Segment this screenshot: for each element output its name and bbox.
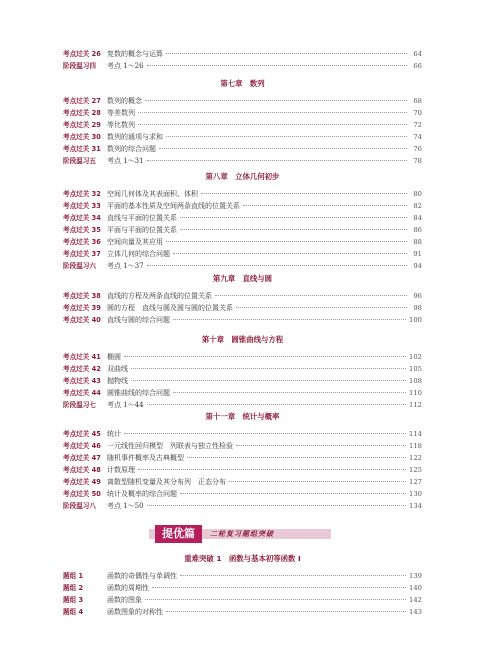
entry-tag: 考点过关 42 (63, 365, 101, 373)
entry-title: 统计 (107, 430, 121, 438)
entry-title: 函数的图象 (107, 596, 142, 604)
entry-page-number: 142 (409, 596, 422, 604)
chapter-heading: 第十章 圆锥曲线与方程 (201, 335, 284, 344)
toc-entry[interactable] (63, 224, 422, 236)
entry-title: 统计及概率的综合问题 (107, 490, 177, 498)
dot-leader (147, 265, 407, 266)
dot-leader (152, 587, 406, 588)
entry-page-number: 64 (413, 50, 422, 58)
dot-leader (159, 148, 407, 149)
entry-title: 函数的周期性 (107, 584, 149, 592)
toc-entry[interactable] (63, 248, 422, 260)
dot-leader (229, 481, 406, 482)
toc-entry[interactable] (63, 464, 422, 476)
entry-title: 直线的方程及两条直线的位置关系 (107, 292, 212, 300)
entry-tag: 考点过关 35 (63, 226, 101, 234)
dot-leader (145, 599, 406, 600)
toc-entry[interactable] (63, 440, 422, 452)
entry-page-number: 139 (409, 572, 422, 580)
entry-tag: 考点过关 46 (63, 442, 101, 450)
entry-title: 数列的综合问题 (107, 145, 156, 153)
banner-subtitle: 二轮复习题组突破 (210, 529, 274, 538)
entry-page-number: 94 (413, 262, 422, 270)
dot-leader (236, 307, 407, 308)
entry-title: 等差数列 (107, 109, 135, 117)
entry-tag: 阶段温习七 (63, 401, 96, 409)
toc-entry[interactable] (63, 119, 422, 131)
entry-tag: 考点过关 26 (63, 50, 101, 58)
dot-leader (145, 100, 407, 101)
dot-leader (138, 112, 407, 113)
toc-entry[interactable] (63, 314, 422, 326)
entry-title: 函数的奇偶性与单调性 (107, 572, 177, 580)
entry-tag: 阶段温习五 (63, 157, 96, 165)
dot-leader (166, 241, 407, 242)
dot-leader (166, 136, 407, 137)
toc-entry[interactable] (63, 143, 422, 155)
entry-title: 考点 1～31 (107, 157, 144, 165)
chapter-heading: 重难突破 1 函数与基本初等函数 I (184, 554, 301, 563)
entry-title: 平面的基本性质及空间两条直线的位置关系 (107, 202, 240, 210)
dot-leader (124, 433, 406, 434)
toc-chapter-9 (63, 273, 422, 326)
dot-leader (173, 253, 407, 254)
toc-entry[interactable] (63, 570, 422, 582)
entry-tag: 考点过关 30 (63, 133, 101, 141)
entry-page-number: 122 (409, 454, 422, 462)
entry-page-number: 100 (409, 316, 422, 324)
entry-title: 直线与平面的位置关系 (107, 214, 177, 222)
entry-page-number: 134 (409, 502, 422, 510)
toc-chapter-10 (63, 334, 422, 411)
dot-leader (180, 229, 407, 230)
banner-title: 提优篇 (155, 525, 202, 543)
dot-leader (147, 505, 406, 506)
chapter-heading: 第八章 立体几何初步 (205, 172, 280, 181)
dot-leader (138, 124, 407, 125)
entry-title: 考点 1～37 (107, 262, 144, 270)
entry-page-number: 78 (413, 157, 422, 165)
dot-leader (243, 205, 407, 206)
entry-page-number: 72 (413, 121, 422, 129)
entry-title: 离散型随机变量及其分布列 正态分布 (107, 478, 226, 486)
entry-tag: 考点过关 50 (63, 490, 101, 498)
toc-entry[interactable] (63, 363, 422, 375)
toc-entry[interactable] (63, 188, 422, 200)
dot-leader (187, 457, 406, 458)
toc-chapter-8 (63, 171, 422, 272)
toc-entry[interactable] (63, 260, 422, 272)
toc-entry[interactable] (63, 375, 422, 387)
entry-title: 空间几何体及其表面积、体积 (107, 190, 198, 198)
entry-title: 函数图象的对称性 (107, 608, 163, 616)
entry-tag: 阶段温习四 (63, 62, 96, 70)
entry-tag: 考点过关 43 (63, 377, 101, 385)
dot-leader (147, 404, 406, 405)
entry-tag: 考点过关 38 (63, 292, 101, 300)
entry-title: 考点 1～44 (107, 401, 144, 409)
entry-page-number: 108 (409, 377, 422, 385)
entry-tag: 阶段温习六 (63, 262, 96, 270)
dot-leader (147, 160, 407, 161)
entry-title: 复数的概念与运算 (107, 50, 163, 58)
dot-leader (138, 469, 406, 470)
entry-tag: 考点过关 39 (63, 304, 101, 312)
section-banner (149, 525, 331, 543)
toc-entry[interactable] (63, 48, 422, 60)
dot-leader (131, 380, 406, 381)
entry-title: 考点 1～26 (107, 62, 144, 70)
entry-title: 一元线性回归模型 列联表与独立性检验 (107, 442, 233, 450)
toc-entry[interactable] (63, 582, 422, 594)
entry-page-number: 110 (409, 389, 422, 397)
entry-page-number: 114 (409, 430, 422, 438)
entry-tag: 题组 2 (63, 584, 84, 592)
toc-entry[interactable] (63, 476, 422, 488)
entry-tag: 题组 3 (63, 596, 84, 604)
entry-title: 考点 1～50 (107, 502, 144, 510)
chapter-heading: 第七章 数列 (220, 79, 265, 88)
chapter-heading: 第九章 直线与圆 (212, 274, 273, 283)
entry-tag: 考点过关 27 (63, 97, 101, 105)
toc-entry[interactable] (63, 594, 422, 606)
entry-title: 随机事件概率及古典概型 (107, 454, 184, 462)
entry-title: 双曲线 (107, 365, 128, 373)
toc-entry[interactable] (63, 290, 422, 302)
entry-page-number: 74 (413, 133, 422, 141)
toc-chapter-11 (63, 411, 422, 512)
entry-tag: 考点过关 36 (63, 238, 101, 246)
entry-page-number: 118 (409, 442, 422, 450)
entry-page-number: 98 (413, 304, 422, 312)
entry-tag: 阶段温习八 (63, 502, 96, 510)
entry-title: 计数原理 (107, 466, 135, 474)
toc-entry[interactable] (63, 387, 422, 399)
entry-page-number: 105 (409, 365, 422, 373)
entry-tag: 考点过关 32 (63, 190, 101, 198)
dot-leader (180, 493, 406, 494)
dot-leader (201, 193, 407, 194)
entry-page-number: 82 (413, 202, 422, 210)
entry-page-number: 80 (413, 190, 422, 198)
entry-title: 数列的通项与求和 (107, 133, 163, 141)
entry-title: 平面与平面的位置关系 (107, 226, 177, 234)
toc-entry[interactable] (63, 351, 422, 363)
entry-tag: 考点过关 49 (63, 478, 101, 486)
toc-special-1 (63, 553, 422, 618)
entry-page-number: 84 (413, 214, 422, 222)
entry-page-number: 125 (409, 466, 422, 474)
toc-entry[interactable] (63, 500, 422, 512)
entry-page-number: 76 (413, 145, 422, 153)
toc-entry[interactable] (63, 428, 422, 440)
entry-title: 圆的方程 直线与圆及圆与圆的位置关系 (107, 304, 233, 312)
toc-entry[interactable] (63, 155, 422, 167)
entry-tag: 考点过关 44 (63, 389, 101, 397)
entry-tag: 考点过关 28 (63, 109, 101, 117)
toc-entry[interactable] (63, 200, 422, 212)
entry-tag: 考点过关 47 (63, 454, 101, 462)
entry-title: 抛物线 (107, 377, 128, 385)
entry-title: 空间向量及其应用 (107, 238, 163, 246)
entry-page-number: 88 (413, 238, 422, 246)
dot-leader (173, 392, 406, 393)
dot-leader (215, 295, 407, 296)
toc-entry[interactable] (63, 236, 422, 248)
toc-entry[interactable] (63, 606, 422, 618)
toc-entry[interactable] (63, 452, 422, 464)
entry-tag: 考点过关 41 (63, 353, 101, 361)
entry-tag: 题组 1 (63, 572, 84, 580)
chapter-heading: 第十一章 统计与概率 (205, 412, 280, 421)
entry-page-number: 130 (409, 490, 422, 498)
toc-entry[interactable] (63, 212, 422, 224)
entry-tag: 考点过关 37 (63, 250, 101, 258)
dot-leader (147, 65, 407, 66)
toc-entry[interactable] (63, 399, 422, 411)
toc-entry[interactable] (63, 488, 422, 500)
entry-page-number: 140 (409, 584, 422, 592)
entry-tag: 考点过关 48 (63, 466, 101, 474)
dot-leader (173, 319, 406, 320)
dot-leader (180, 217, 407, 218)
dot-leader (180, 575, 406, 576)
entry-title: 直线与圆的综合问题 (107, 316, 170, 324)
toc-entry[interactable] (63, 95, 422, 107)
entry-tag: 考点过关 34 (63, 214, 101, 222)
toc-entry[interactable] (63, 302, 422, 314)
entry-tag: 考点过关 29 (63, 121, 101, 129)
dot-leader (166, 53, 407, 54)
entry-page-number: 143 (409, 608, 422, 616)
entry-page-number: 127 (409, 478, 422, 486)
entry-title: 椭圆 (107, 353, 121, 361)
entry-tag: 考点过关 31 (63, 145, 101, 153)
toc-entry[interactable] (63, 60, 422, 72)
entry-title: 数列的概念 (107, 97, 142, 105)
entry-tag: 考点过关 33 (63, 202, 101, 210)
toc-entry[interactable] (63, 131, 422, 143)
dot-leader (166, 611, 406, 612)
entry-page-number: 86 (413, 226, 422, 234)
entry-page-number: 70 (413, 109, 422, 117)
entry-title: 圆锥曲线的综合问题 (107, 389, 170, 397)
entry-tag: 考点过关 45 (63, 430, 101, 438)
entry-tag: 题组 4 (63, 608, 84, 616)
dot-leader (131, 368, 406, 369)
entry-page-number: 68 (413, 97, 422, 105)
entry-title: 立体几何的综合问题 (107, 250, 170, 258)
dot-leader (236, 445, 406, 446)
entry-tag: 考点过关 40 (63, 316, 101, 324)
entry-title: 等比数列 (107, 121, 135, 129)
entry-page-number: 102 (409, 353, 422, 361)
entry-page-number: 96 (413, 292, 422, 300)
toc-block-top (63, 48, 422, 72)
entry-page-number: 66 (413, 62, 422, 70)
entry-page-number: 91 (413, 250, 422, 258)
toc-chapter-7 (63, 78, 422, 167)
entry-page-number: 112 (409, 401, 422, 409)
toc-entry[interactable] (63, 107, 422, 119)
dot-leader (124, 356, 406, 357)
